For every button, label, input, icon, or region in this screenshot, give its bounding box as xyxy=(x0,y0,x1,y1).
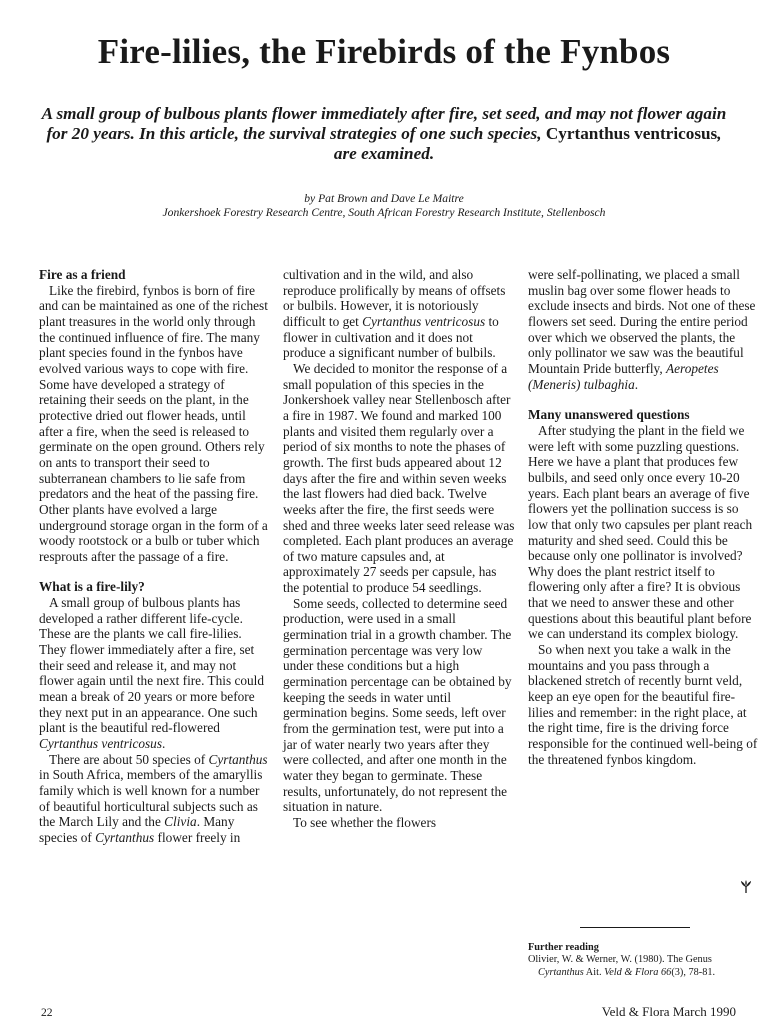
text-run: flower freely in xyxy=(154,829,241,845)
column-3 xyxy=(528,267,760,767)
paragraph: Like the firebird, fynbos is born of fire and can be maintained as one of the richest plant treasures in the world only through the continued influence of fire. The many plant species found in the fynbos have evolved various ways to cope with fire. Some have developed a strategy of retaining their seeds on the plant, in the protective dried out flower heads, until after a fire, when the seed is released to germinate on the open ground. Others rely on ants to transport their seed to subterranean chambers to lie safe from predators and the heat of the passing fire. Other plants have evolved a large underground storage organ in the form of a woody rootstock or a bulb or tuber which resprouts after the passage of a fire. xyxy=(39,282,268,564)
paragraph xyxy=(283,267,515,361)
reference-entry xyxy=(528,954,760,979)
paragraph xyxy=(39,752,271,846)
paragraph: To see whether the flowers xyxy=(293,814,437,830)
lede-species: Cyrtanthus ventricosus xyxy=(545,124,718,143)
paragraph: We decided to monitor the response of a small population of this species in the Jonkershoek valley near Stellenbosch after a fire in 1987. We found and marked 100 plants and visited them regularly over a period of six months to note the phases of growth. The first buds appeared about 12 days after the fire and within seven weeks the last flowers had died back. Twelve weeks after the fire, the first seeds were shed and three weeks later seed release was completed. Each plant produces an average of two mature capsules and, at approximately 27 seeds per capsule, has the potential to produce 54 seedlings. xyxy=(283,360,515,596)
paragraph: So when next you take a walk in the mountains and you pass through a blackened stretch of recently burnt veld, keep an eye open for the beautiful fire-lilies and remember: in the right place, at the right time, fire is the driving force responsible for the continued well-being of the threatened fynbos kingdom. xyxy=(528,642,758,767)
article-title: Fire-lilies, the Firebirds of the Fynbos xyxy=(97,32,671,71)
text-run: . xyxy=(634,376,639,392)
byline xyxy=(0,192,768,220)
lede-text-2: , are examined. xyxy=(333,124,722,163)
text-run: . Many species of xyxy=(39,814,235,845)
lede-text-1: A small group of bulbous plants flower immediately after fire, set seed, and may not flower again for 20 years. In this article, the survival strategies of one such species, xyxy=(41,104,727,143)
volume-number: 66 xyxy=(661,966,672,978)
fynbos-flower-icon xyxy=(738,880,754,894)
divider-rule xyxy=(580,927,690,928)
publication-footer: Veld & Flora March 1990 xyxy=(601,1004,736,1019)
genus-name: Cyrtanthus xyxy=(208,751,268,767)
text-run: Ait. xyxy=(583,966,605,978)
heading-many-unanswered-questions: Many unanswered questions xyxy=(528,407,690,423)
paragraph xyxy=(39,595,271,752)
text-run: A small group of bulbous plants has developed a rather different life-cycle. These are the plants we call fire-lilies. They flower immediately after a fire, set their seed and release it, and may not flower again until the next fire. This could mean a break of 20 years or more before they next put in an appearance. One such plant is the beautiful red-flowered xyxy=(39,595,265,736)
species-name: Aeropetes (Meneris) tulbaghia xyxy=(528,360,719,392)
journal-name: Veld & Flora xyxy=(604,966,659,978)
column-1 xyxy=(39,267,271,846)
genus-name: Cyrtanthus xyxy=(538,966,584,978)
column-2 xyxy=(283,267,515,831)
text-run: cultivation and in the wild, and also reproduce prolifically by means of offsets or bulbils. However, it is notoriously difficult to get xyxy=(283,267,506,329)
text-run: were self-pollinating, we placed a small muslin bag over some flower heads to exclude insects and birds. Not one of these flowers set seed. During the entire period over which we observed the plants, the only pollinator we saw was the beautiful Mountain Pride butterfly, xyxy=(528,267,756,376)
text-run: in South Africa, members of the amaryllis family which is well known for a number of beautiful horticultural subjects such as the March Lily and the xyxy=(39,767,263,830)
text-run: Olivier, W. & Werner, W. (1980). The Genus xyxy=(528,954,712,966)
species-name: Cyrtanthus ventricosus xyxy=(362,313,486,329)
text-run: . xyxy=(162,736,166,752)
heading-fire-as-a-friend: Fire as a friend xyxy=(39,267,126,282)
byline-affiliation: Jonkershoek Forestry Research Centre, South African Forestry Research Institute, Stellenbosch xyxy=(162,206,606,219)
genus-name: Cyrtanthus xyxy=(95,829,155,845)
further-reading xyxy=(528,942,760,979)
paragraph xyxy=(528,267,760,392)
further-reading-heading: Further reading xyxy=(528,942,599,953)
species-name: Cyrtanthus ventricosus xyxy=(39,736,162,752)
article-lede xyxy=(38,104,730,164)
genus-name: Clivia xyxy=(164,814,197,830)
byline-authors: by Pat Brown and Dave Le Maitre xyxy=(304,192,464,205)
text-run: to flower in cultivation and it does not produce a significant number of bulbils. xyxy=(283,313,499,361)
paragraph: After studying the plant in the field we were left with some puzzling questions. Here we have a plant that produces few bulbils, and seed only once every 10-20 years. Each plant bears an average of five flowers yet the pollination success is so low that only two capsules per plant reach maturity and shed seed. Could this be because only one pollinator is involved? Why does the plant restrict itself to flowering only after a fire? It is obvious that we need to answer these and other questions about this beautiful plant before we can understand its complex biology. xyxy=(528,422,753,642)
page-number: 22 xyxy=(41,1006,53,1019)
text-run: (3), 78-81. xyxy=(671,966,716,978)
heading-what-is-a-fire-lily: What is a fire-lily? xyxy=(39,579,145,595)
text-run: There are about 50 species of xyxy=(49,751,209,767)
paragraph: Some seeds, collected to determine seed production, were used in a small germination trial in a growth chamber. The germination percentage was very low under these conditions but a high germination percentage can be obtained by keeping the seeds in water until germination begins. Some seeds, left over from the germination test, were put into a jar of water nearly two years after they were collected, and after one month in the water they began to germinate. These results, unfortunately, do not represent the situation in nature. xyxy=(283,595,512,815)
